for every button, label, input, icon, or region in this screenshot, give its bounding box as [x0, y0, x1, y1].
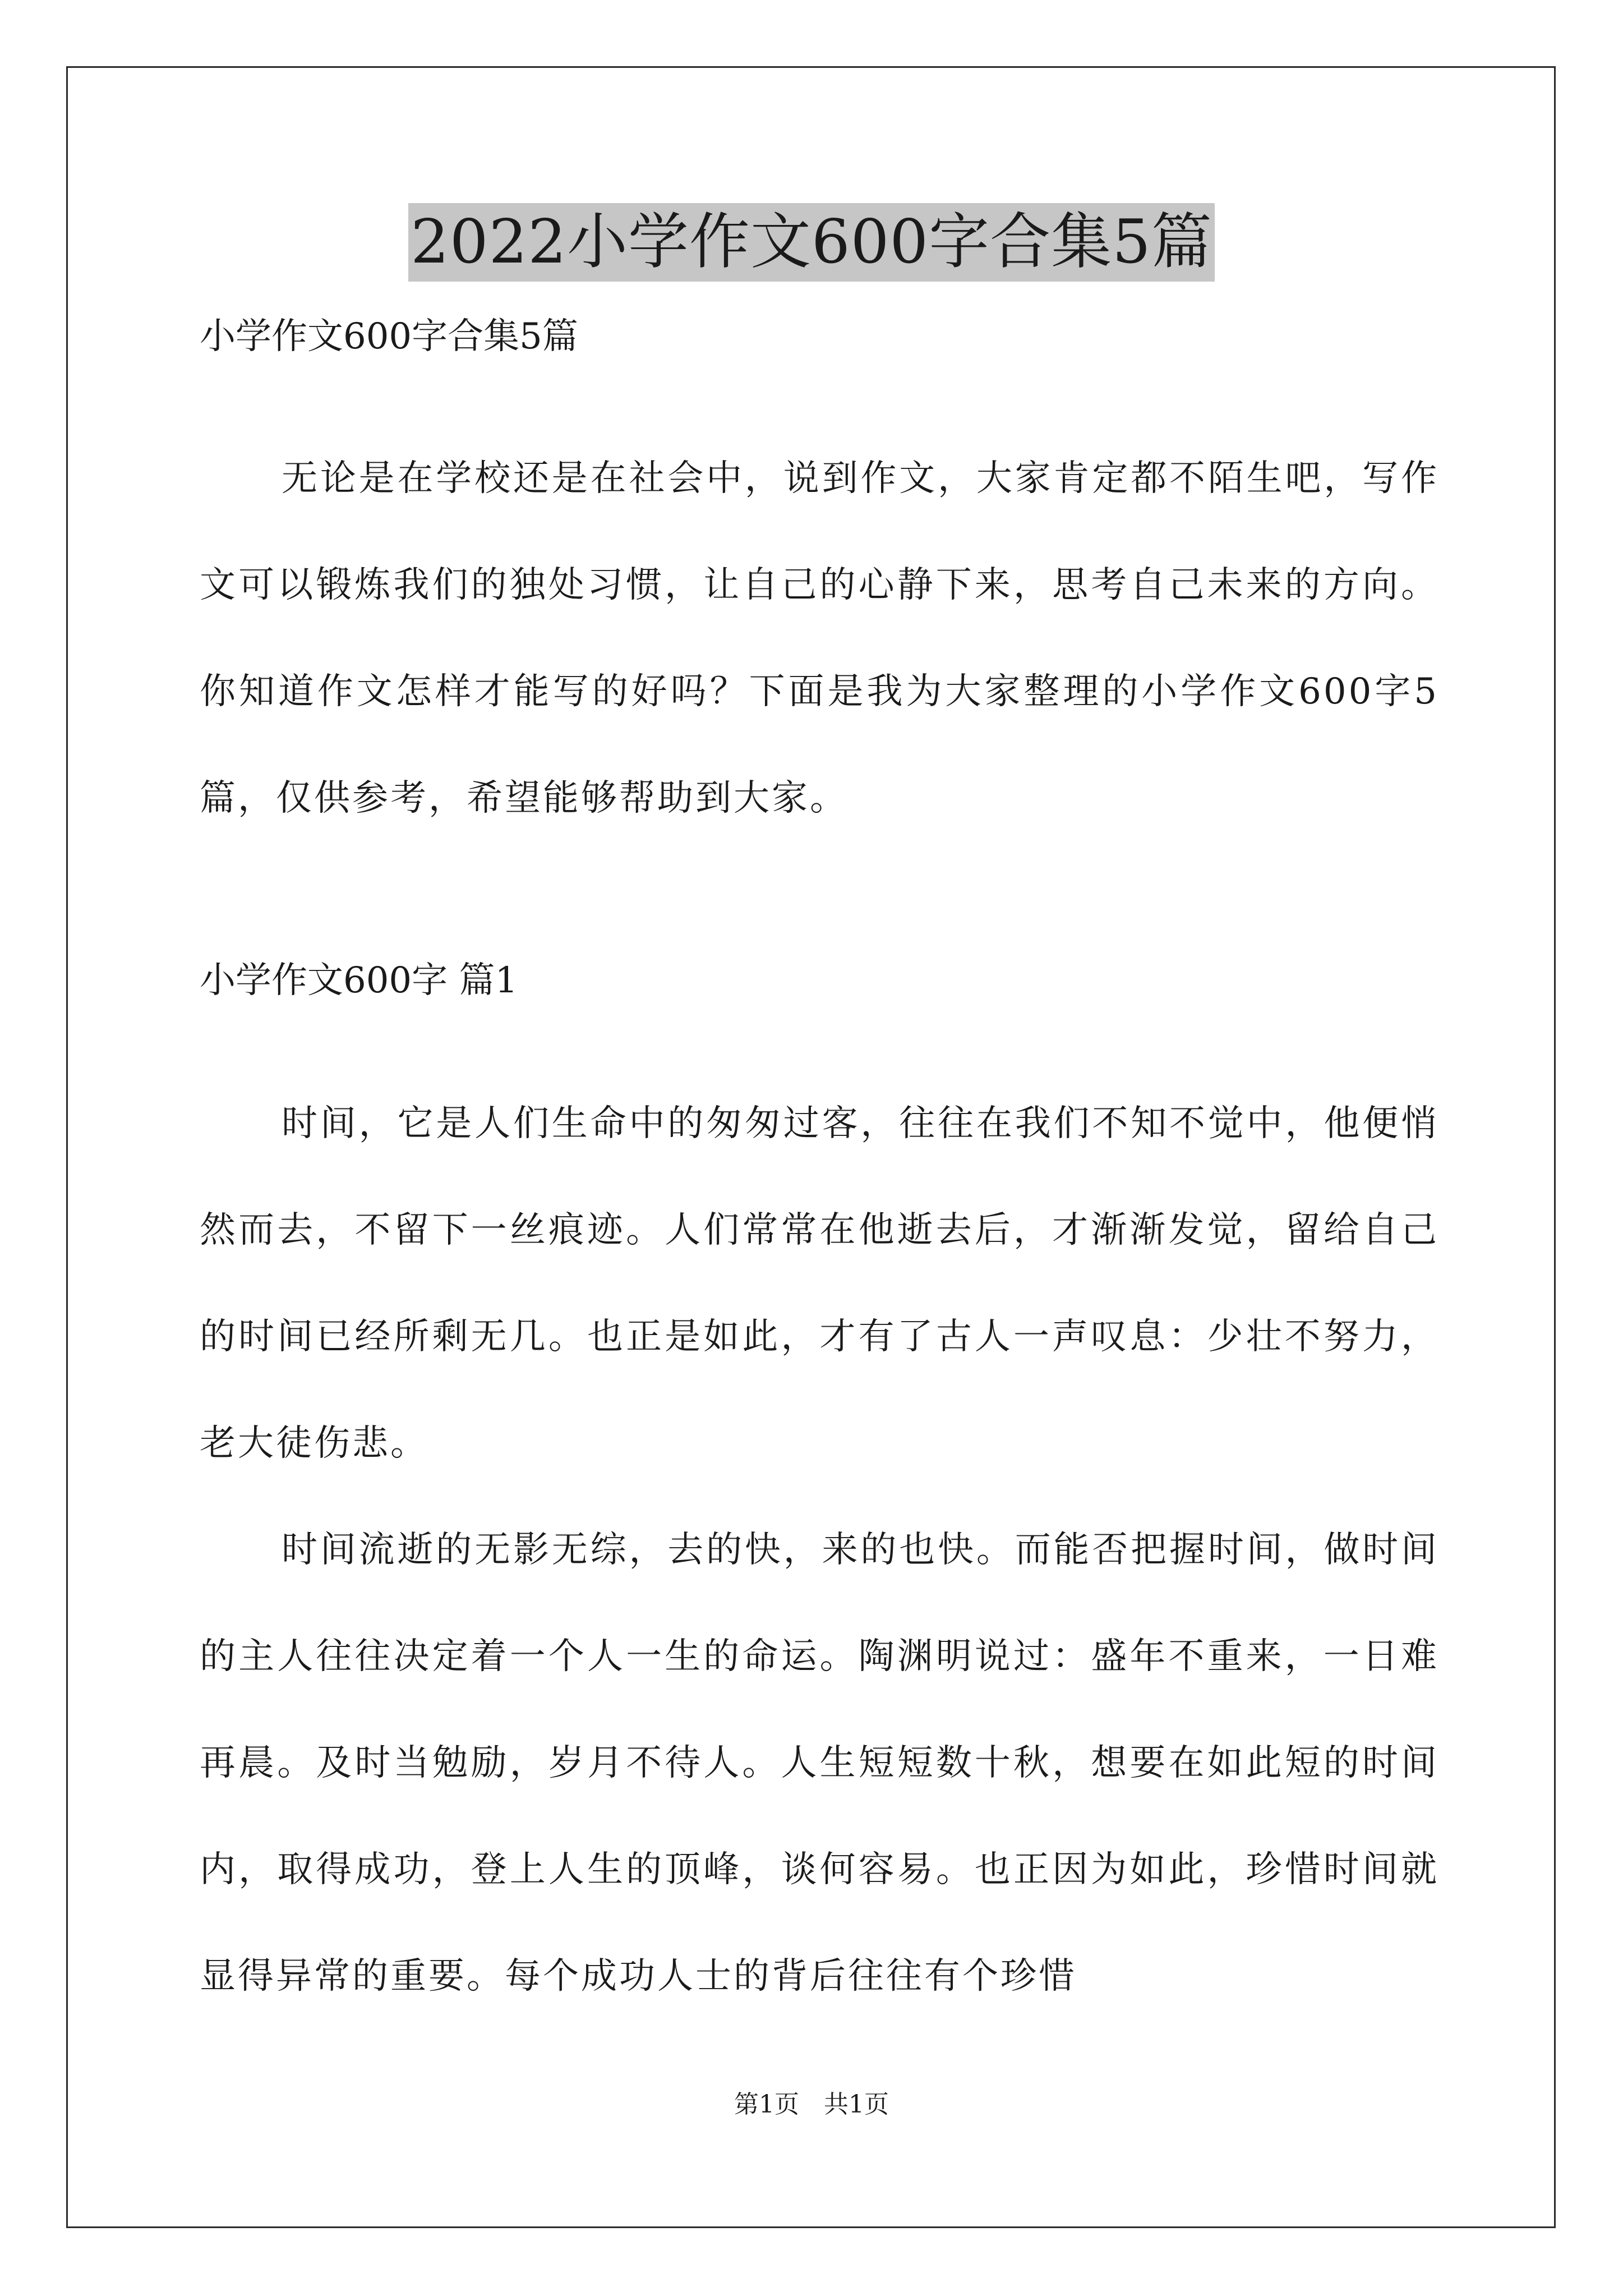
intro-paragraph: 无论是在学校还是在社会中，说到作文，大家肯定都不陌生吧，写作文可以锻炼我们的独处习惯，让自己的心静下来，思考自己未来的方向。你知道作文怎样才能写的好吗？下面是我为大家整理的小学作文600字5篇，仅供参考，希望能够帮助到大家。 — [200, 458, 1439, 819]
document-subtitle: 小学作文600字合集5篇 — [200, 316, 578, 357]
page-footer: 第1页 共1页 — [734, 2090, 889, 2119]
body-paragraph: 时间流逝的无影无综，去的快，来的也快。而能否把握时间，做时间的主人往往决定着一个人一生的命运。陶渊明说过：盛年不重来，一日难再晨。及时当勉励，岁月不待人。人生短短数十秋，想要在如此短的时间内，取得成功，登上人生的顶峰，谈何容易。也正因为如此，珍惜时间就显得异常的重要。每个成功人士的背后往往有个珍惜 — [200, 1529, 1439, 1997]
body-paragraph: 时间，它是人们生命中的匆匆过客，往往在我们不知不觉中，他便悄然而去，不留下一丝痕迹。人们常常在他逝去后，才渐渐发觉，留给自己的时间已经所剩无几。也正是如此，才有了古人一声叹息：少壮不努力，老大徒伤悲。 — [200, 1103, 1439, 1464]
section-heading: 小学作文600字 篇1 — [200, 960, 518, 1001]
title-container — [0, 203, 1623, 282]
document-body — [200, 314, 1439, 2030]
document-title: 2022小学作文600字合集5篇 — [408, 203, 1215, 282]
